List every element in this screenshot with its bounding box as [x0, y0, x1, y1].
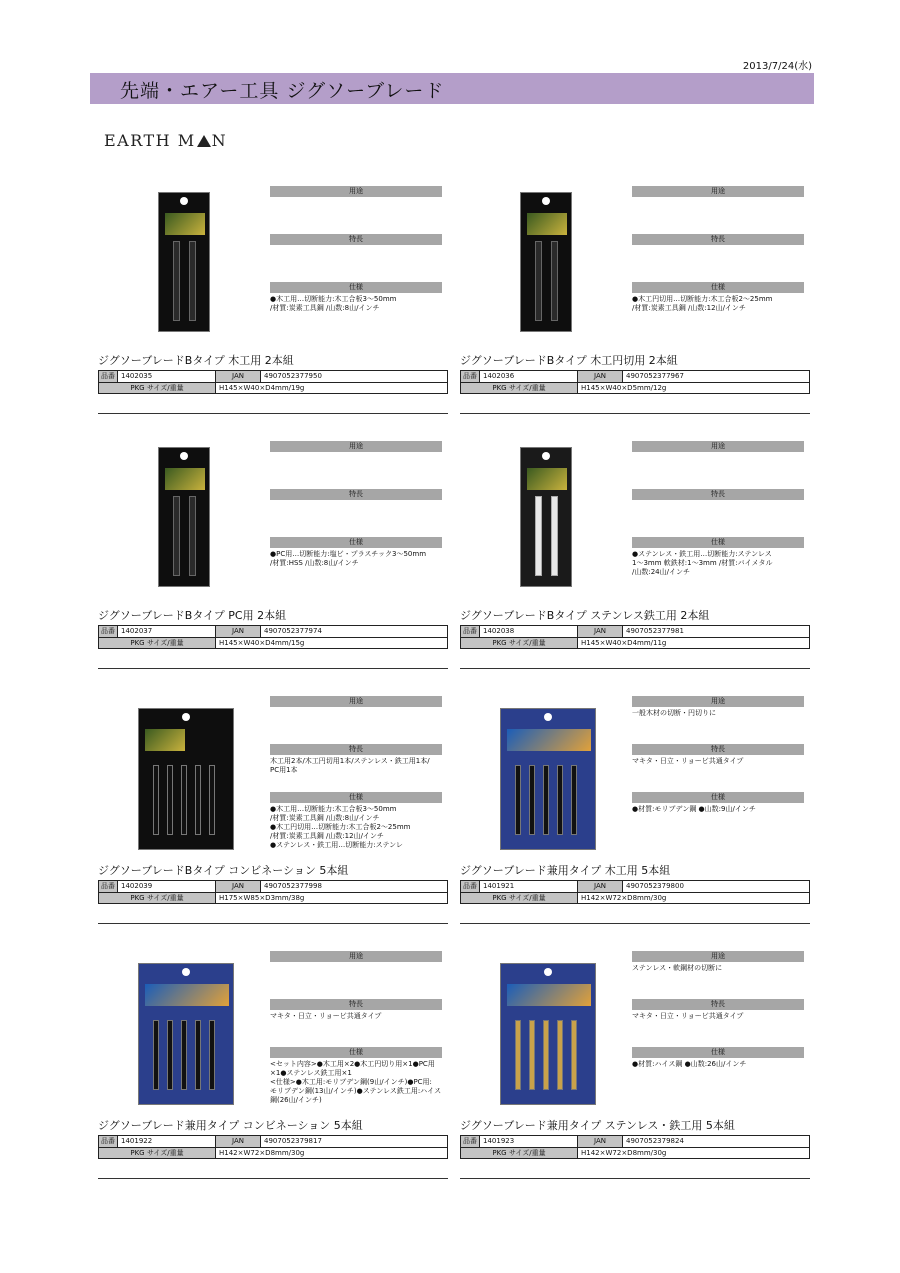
blade-icon [515, 1020, 521, 1090]
spec-text: <セット内容>●木工用×2●木工円切り用×1●PC用 ×1●ステンレス鉄工用×1 <仕様>●木工用:モリブデン鋼(9山/インチ)●PC用: モリブデン鋼(13山/インチ)●ステンレス鉄工用:ハイス 鋼(26山/インチ) [270, 1060, 442, 1104]
pkg-label: PKG サイズ/重量 [99, 1148, 216, 1158]
product-info-table [460, 370, 810, 394]
product-photo [520, 447, 572, 587]
pkg-size: H175×W85×D3mm/38g [219, 894, 305, 902]
jan-label: JAN [216, 881, 261, 892]
hang-hole-icon [544, 968, 552, 976]
spec-heading: 仕様 [270, 1047, 442, 1058]
product-info-table [98, 1135, 448, 1159]
divider [98, 413, 448, 414]
package-label [507, 984, 591, 1006]
hinban-label: 品番 [99, 371, 118, 382]
product-name: ジグソーブレードBタイプ 木工用 2本組 [98, 354, 294, 367]
jan-code: 4907052377998 [264, 882, 322, 890]
feature-text: マキタ・日立・リョービ共通タイプ [632, 757, 744, 765]
feature-heading: 特長 [270, 744, 442, 755]
product-card [460, 951, 810, 1211]
product-info-table [98, 370, 448, 394]
use-heading: 用途 [632, 186, 804, 197]
jan-code: 4907052377981 [626, 627, 684, 635]
product-info-table [460, 880, 810, 904]
header-bar [90, 73, 814, 104]
blade-icon [543, 1020, 549, 1090]
product-photo [520, 192, 572, 332]
blade-icon [173, 241, 180, 321]
hinban-label: 品番 [99, 626, 118, 637]
spec-heading: 仕様 [632, 282, 804, 293]
print-date: 2013/7/24(水) [742, 61, 812, 72]
feature-heading: 特長 [632, 744, 804, 755]
package-label [527, 468, 567, 490]
blade-icon [543, 765, 549, 835]
jan-label: JAN [578, 371, 623, 382]
use-heading: 用途 [632, 696, 804, 707]
table-row [99, 1147, 447, 1158]
table-row [99, 371, 447, 382]
table-row [99, 881, 447, 892]
use-heading: 用途 [632, 441, 804, 452]
table-row [99, 1136, 447, 1147]
blade-icon [189, 496, 196, 576]
spec-heading: 仕様 [632, 537, 804, 548]
divider [460, 1178, 810, 1179]
spec-text: ●木工用…切断能力:木工合板3〜50mm /材質:炭素工具鋼 /山数:8山/インチ ●木工円切用…切断能力:木工合板2〜25mm /材質:炭素工具鋼 /山数:12山/インチ ●ステンレス・鉄工用…切断能力:ステンレ [270, 805, 411, 849]
use-text [632, 197, 804, 199]
package-label [165, 213, 205, 235]
divider [460, 923, 810, 924]
hinban-label: 品番 [461, 626, 480, 637]
use-heading: 用途 [632, 951, 804, 962]
blade-icon [189, 241, 196, 321]
divider [98, 1178, 448, 1179]
table-row [461, 626, 809, 637]
package-label [145, 729, 185, 751]
blade-icon [153, 765, 159, 835]
jan-code: 4907052377950 [264, 372, 322, 380]
product-photo [138, 963, 234, 1105]
package-label [507, 729, 591, 751]
jan-label: JAN [216, 626, 261, 637]
spec-text: ●材質:ハイス鋼 ●山数:26山/インチ [632, 1060, 747, 1068]
use-heading: 用途 [270, 951, 442, 962]
blade-icon [535, 241, 542, 321]
feature-heading: 特長 [632, 489, 804, 500]
blade-icon [557, 1020, 563, 1090]
blade-icon [195, 1020, 201, 1090]
feature-text: 木工用2本/木工円切用1本/ステンレス・鉄工用1本/ PC用1本 [270, 757, 430, 774]
table-row [99, 892, 447, 903]
blade-icon [557, 765, 563, 835]
pkg-label: PKG サイズ/重量 [461, 893, 578, 903]
hang-hole-icon [182, 713, 190, 721]
product-code: 1402039 [118, 881, 216, 892]
product-info-table [98, 880, 448, 904]
triangle-icon [197, 135, 211, 147]
use-text [270, 962, 442, 964]
hinban-label: 品番 [99, 1136, 118, 1147]
pkg-label: PKG サイズ/重量 [461, 1148, 578, 1158]
product-code: 1402035 [118, 371, 216, 382]
pkg-size: H142×W72×D8mm/30g [581, 1149, 667, 1157]
pkg-size: H145×W40×D4mm/11g [581, 639, 667, 647]
table-row [461, 1147, 809, 1158]
product-code: 1401921 [480, 881, 578, 892]
product-photo [500, 708, 596, 850]
spec-text: ●ステンレス・鉄工用…切断能力:ステンレス 1〜3mm 軟鉄材:1〜3mm /材質:バイメタル /山数:24山/インチ [632, 550, 773, 576]
spec-text: ●木工円切用…切断能力:木工合板2〜25mm /材質:炭素工具鋼 /山数:12山/インチ [632, 295, 773, 312]
feature-heading: 特長 [632, 999, 804, 1010]
hang-hole-icon [182, 968, 190, 976]
product-card [460, 441, 810, 701]
hang-hole-icon [544, 713, 552, 721]
package-label [145, 984, 229, 1006]
feature-heading: 特長 [270, 999, 442, 1010]
jan-label: JAN [578, 1136, 623, 1147]
table-row [461, 1136, 809, 1147]
use-text [270, 197, 442, 199]
spec-heading: 仕様 [270, 282, 442, 293]
product-code: 1402038 [480, 626, 578, 637]
feature-text [270, 245, 442, 247]
hinban-label: 品番 [461, 881, 480, 892]
hang-hole-icon [180, 452, 188, 460]
pkg-label: PKG サイズ/重量 [461, 638, 578, 648]
pkg-label: PKG サイズ/重量 [99, 638, 216, 648]
product-photo [158, 192, 210, 332]
pkg-label: PKG サイズ/重量 [99, 383, 216, 393]
product-info-table [98, 625, 448, 649]
spec-heading: 仕様 [270, 792, 442, 803]
table-row [461, 892, 809, 903]
brand-logo: EARTH M N [104, 131, 228, 150]
product-card [98, 186, 448, 446]
divider [98, 668, 448, 669]
blade-icon [535, 496, 542, 576]
product-card [460, 186, 810, 446]
blade-icon [173, 496, 180, 576]
jan-label: JAN [216, 371, 261, 382]
blade-icon [529, 765, 535, 835]
hinban-label: 品番 [461, 371, 480, 382]
jan-code: 4907052377974 [264, 627, 322, 635]
hang-hole-icon [542, 197, 550, 205]
use-heading: 用途 [270, 696, 442, 707]
product-name: ジグソーブレードBタイプ 木工円切用 2本組 [460, 354, 678, 367]
blade-icon [209, 1020, 215, 1090]
blade-icon [181, 1020, 187, 1090]
product-code: 1402036 [480, 371, 578, 382]
blade-icon [515, 765, 521, 835]
product-card [460, 696, 810, 956]
hang-hole-icon [180, 197, 188, 205]
blade-icon [167, 1020, 173, 1090]
hinban-label: 品番 [99, 881, 118, 892]
use-heading: 用途 [270, 441, 442, 452]
blade-icon [551, 241, 558, 321]
spec-heading: 仕様 [270, 537, 442, 548]
spec-text: ●材質:モリブデン鋼 ●山数:9山/インチ [632, 805, 756, 813]
divider [98, 923, 448, 924]
table-row [461, 637, 809, 648]
feature-heading: 特長 [270, 489, 442, 500]
feature-heading: 特長 [632, 234, 804, 245]
product-photo [500, 963, 596, 1105]
blade-icon [167, 765, 173, 835]
divider [460, 413, 810, 414]
table-row [99, 382, 447, 393]
product-name: ジグソーブレードBタイプ ステンレス鉄工用 2本組 [460, 609, 710, 622]
table-row [99, 626, 447, 637]
table-row [461, 382, 809, 393]
blade-icon [571, 765, 577, 835]
hinban-label: 品番 [461, 1136, 480, 1147]
pkg-size: H142×W72×D8mm/30g [219, 1149, 305, 1157]
blade-icon [209, 765, 215, 835]
spec-text: ●木工用…切断能力:木工合板3〜50mm /材質:炭素工具鋼 /山数:8山/インチ [270, 295, 397, 312]
product-code: 1401923 [480, 1136, 578, 1147]
hang-hole-icon [542, 452, 550, 460]
use-text: ステンレス・軟鋼材の切断に [632, 964, 723, 972]
page-title: 先端・エアー工具 ジグソーブレード [120, 80, 445, 102]
blade-icon [181, 765, 187, 835]
product-card [98, 696, 448, 956]
use-text [270, 707, 442, 709]
spec-text: ●PC用…切断能力:塩ビ・プラスチック3〜50mm /材質:HSS /山数:8山/インチ [270, 550, 427, 567]
pkg-label: PKG サイズ/重量 [99, 893, 216, 903]
divider [460, 668, 810, 669]
table-row [461, 881, 809, 892]
feature-text [270, 500, 442, 502]
feature-text [632, 500, 804, 502]
product-name: ジグソーブレード兼用タイプ 木工用 5本組 [460, 864, 671, 877]
jan-code: 4907052379817 [264, 1137, 322, 1145]
jan-label: JAN [578, 881, 623, 892]
product-code: 1402037 [118, 626, 216, 637]
pkg-size: H142×W72×D8mm/30g [581, 894, 667, 902]
spec-heading: 仕様 [632, 792, 804, 803]
product-name: ジグソーブレードBタイプ コンビネーション 5本組 [98, 864, 349, 877]
feature-heading: 特長 [270, 234, 442, 245]
use-text [270, 452, 442, 454]
jan-code: 4907052379800 [626, 882, 684, 890]
package-label [165, 468, 205, 490]
use-heading: 用途 [270, 186, 442, 197]
jan-code: 4907052379824 [626, 1137, 684, 1145]
product-name: ジグソーブレードBタイプ PC用 2本組 [98, 609, 287, 622]
table-row [99, 637, 447, 648]
product-photo [158, 447, 210, 587]
product-photo [138, 708, 234, 850]
blade-icon [529, 1020, 535, 1090]
product-code: 1401922 [118, 1136, 216, 1147]
product-name: ジグソーブレード兼用タイプ コンビネーション 5本組 [98, 1119, 363, 1132]
jan-label: JAN [578, 626, 623, 637]
package-label [527, 213, 567, 235]
use-text: 一般木材の切断・円切りに [632, 709, 716, 717]
blade-icon [551, 496, 558, 576]
pkg-label: PKG サイズ/重量 [461, 383, 578, 393]
use-text [632, 452, 804, 454]
product-name: ジグソーブレード兼用タイプ ステンレス・鉄工用 5本組 [460, 1119, 735, 1132]
feature-text [632, 245, 804, 247]
product-card [98, 951, 448, 1211]
jan-label: JAN [216, 1136, 261, 1147]
blade-icon [571, 1020, 577, 1090]
blade-icon [195, 765, 201, 835]
blade-icon [153, 1020, 159, 1090]
product-info-table [460, 625, 810, 649]
pkg-size: H145×W40×D4mm/15g [219, 639, 305, 647]
pkg-size: H145×W40×D5mm/12g [581, 384, 667, 392]
jan-code: 4907052377967 [626, 372, 684, 380]
table-row [461, 371, 809, 382]
product-card [98, 441, 448, 701]
feature-text: マキタ・日立・リョービ共通タイプ [632, 1012, 744, 1020]
product-info-table [460, 1135, 810, 1159]
spec-heading: 仕様 [632, 1047, 804, 1058]
pkg-size: H145×W40×D4mm/19g [219, 384, 305, 392]
feature-text: マキタ・日立・リョービ共通タイプ [270, 1012, 382, 1020]
